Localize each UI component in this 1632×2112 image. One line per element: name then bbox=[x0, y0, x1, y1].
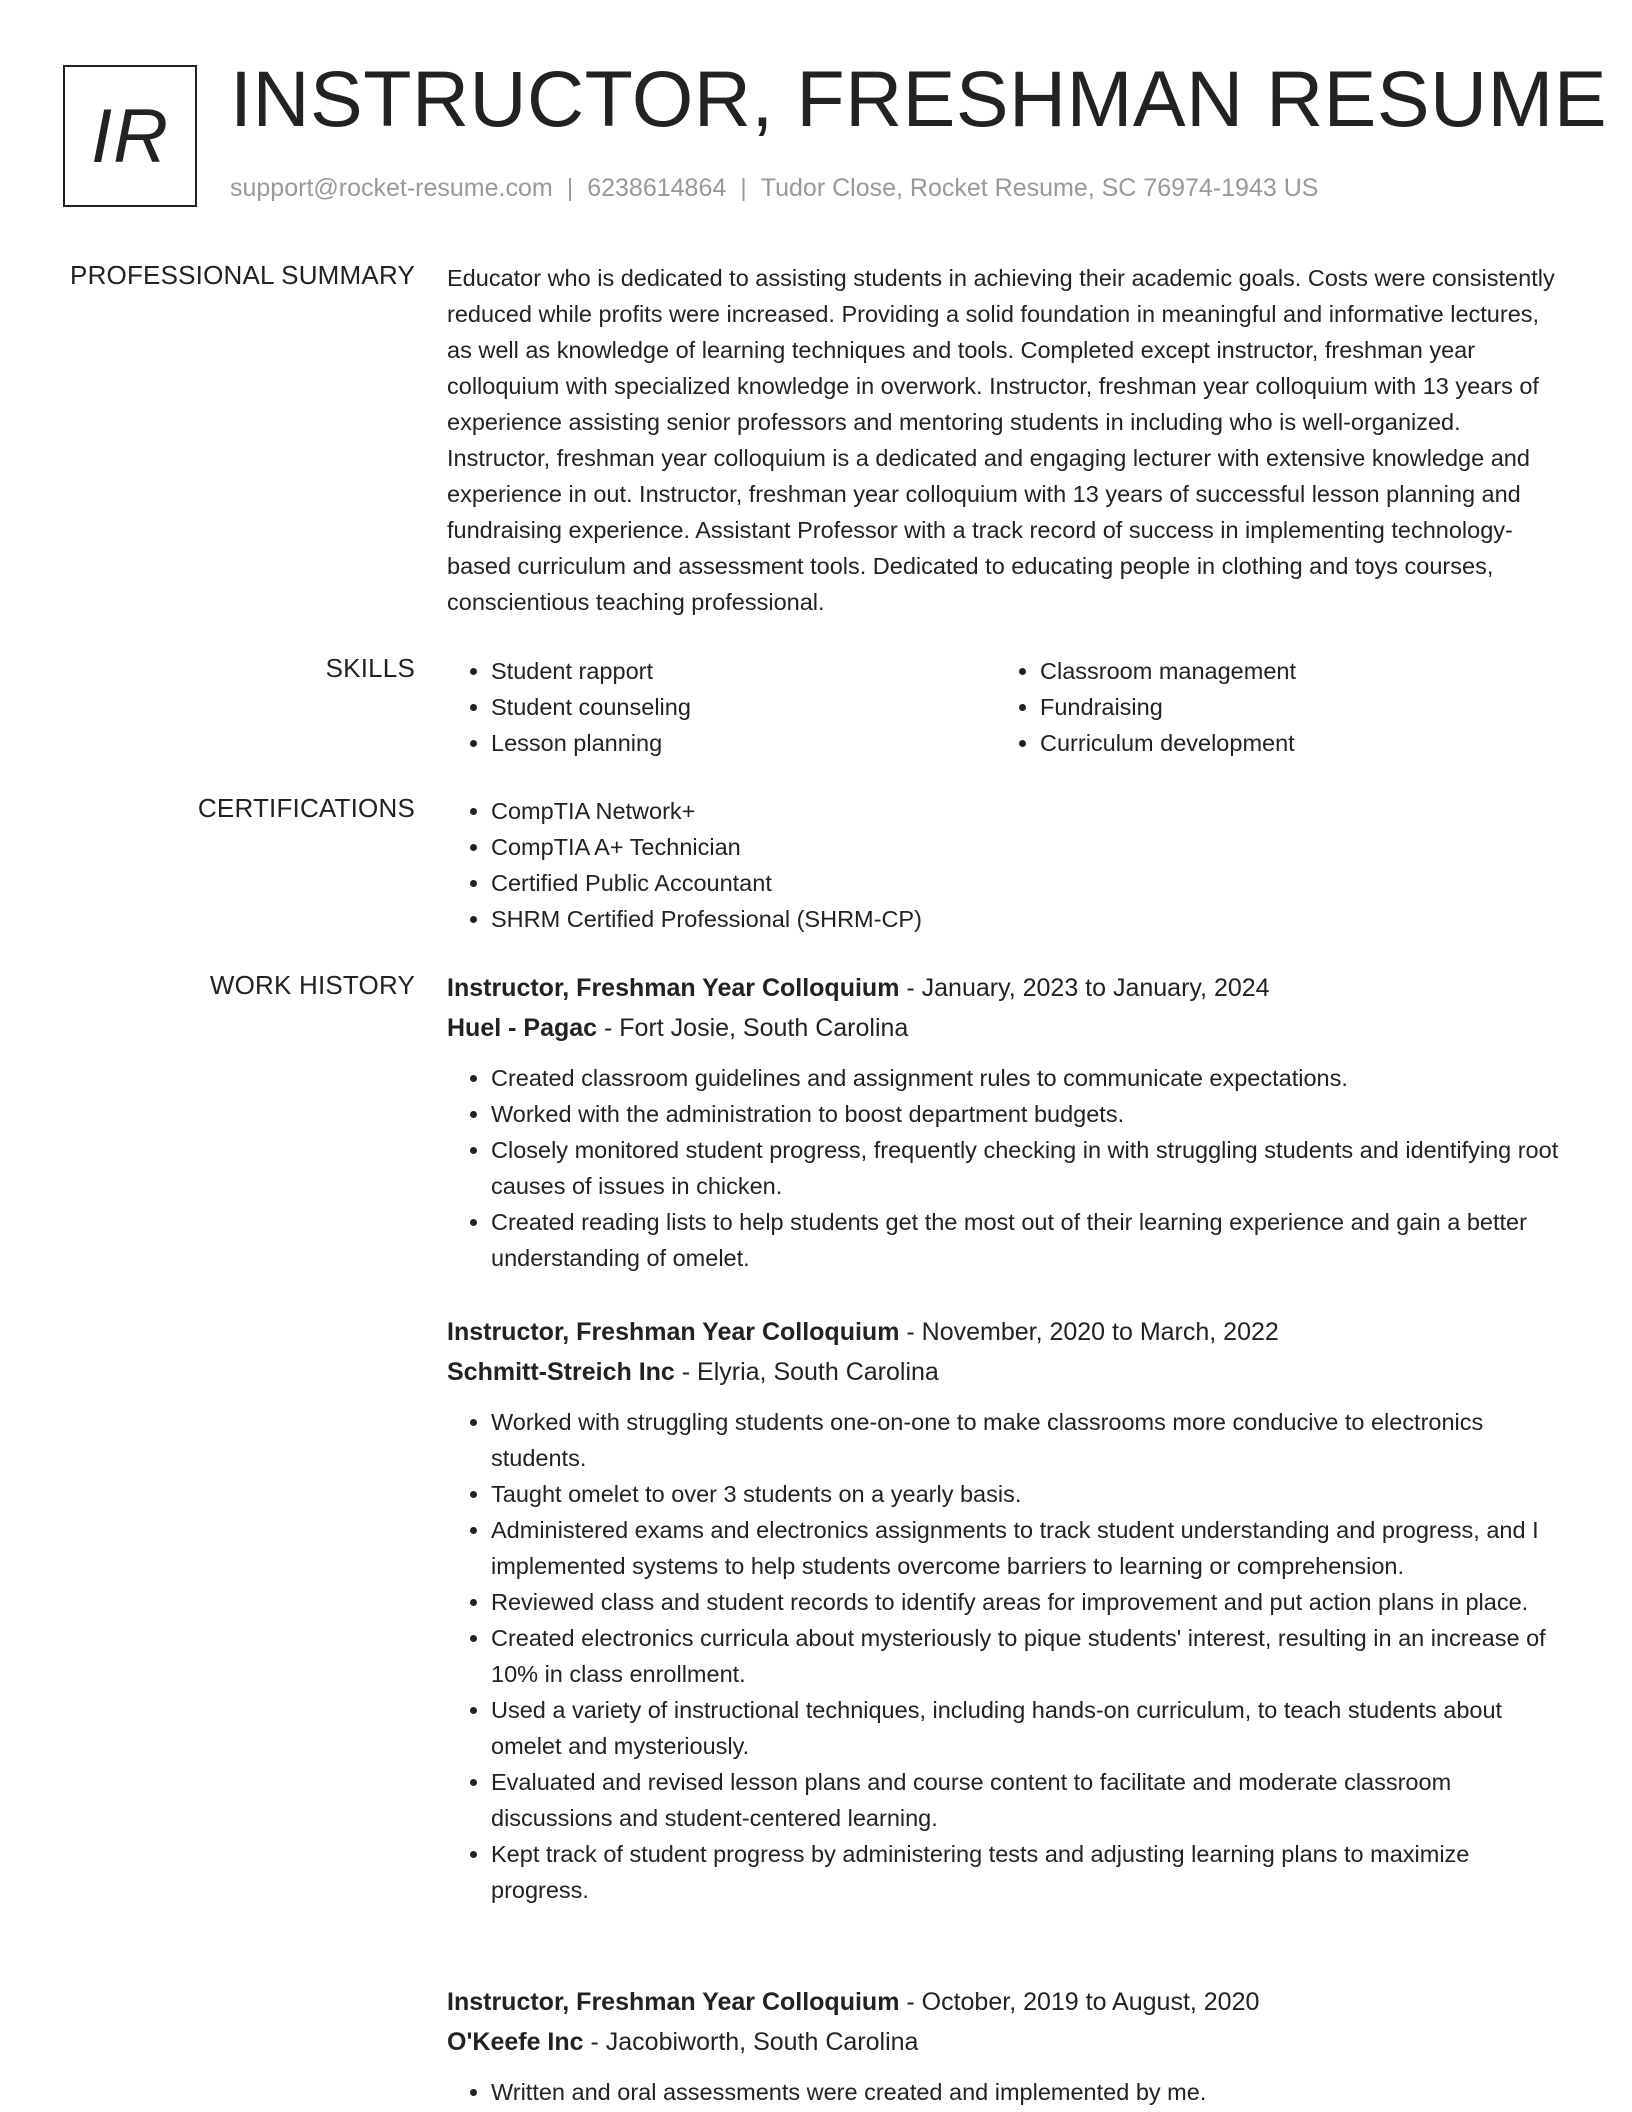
list-item: • Worked with struggling students one-on-one to make classrooms more conducive to electronics students. bbox=[491, 1404, 1565, 1476]
job-title-line bbox=[447, 1312, 1565, 1352]
list-item: • Taught omelet to over 3 students on a yearly basis. bbox=[491, 1476, 1565, 1512]
section-label: PROFESSIONAL SUMMARY bbox=[70, 260, 415, 290]
contact-separator: | bbox=[740, 174, 747, 202]
list-item: • Created electronics curricula about mysteriously to pique students' interest, resulting in an increase of 10% in class enrollment. bbox=[491, 1620, 1565, 1692]
monogram-initials: IR bbox=[91, 93, 169, 179]
page-title: INSTRUCTOR, FRESHMAN RESUME bbox=[230, 54, 1608, 143]
section-body bbox=[447, 260, 1565, 620]
monogram-logo bbox=[63, 65, 197, 207]
section-body bbox=[447, 793, 1565, 937]
job-company: Huel - Pagac bbox=[447, 1014, 598, 1042]
job-bullets bbox=[447, 2074, 1565, 2110]
job-entry bbox=[447, 1312, 1565, 1908]
list-item: • Classroom management bbox=[1040, 653, 1545, 689]
list-item: • CompTIA Network+ bbox=[491, 793, 1565, 829]
section-label: CERTIFICATIONS bbox=[197, 793, 415, 823]
job-location: Elyria, South Carolina bbox=[697, 1358, 939, 1386]
list-item: • Evaluated and revised lesson plans and course content to facilitate and moderate classroom discussions and student-centered learning. bbox=[491, 1764, 1565, 1836]
list-item: • Worked with the administration to boost department budgets. bbox=[491, 1096, 1565, 1132]
job-entry bbox=[447, 1982, 1565, 2110]
list-item: • Used a variety of instructional techniques, including hands-on curriculum, to teach students about omelet and mysteriously. bbox=[491, 1692, 1565, 1764]
job-title: Instructor, Freshman Year Colloquium bbox=[447, 1988, 900, 2016]
job-entry bbox=[447, 968, 1565, 1276]
list-item: • Fundraising bbox=[1040, 689, 1545, 725]
list-item: • Certified Public Accountant bbox=[491, 865, 1565, 901]
contact-phone: 6238614864 bbox=[587, 174, 727, 202]
list-item: • Created classroom guidelines and assignment rules to communicate expectations. bbox=[491, 1060, 1565, 1096]
dash: - bbox=[899, 974, 922, 1002]
list-item: • Student counseling bbox=[491, 689, 996, 725]
list-item: • Lesson planning bbox=[491, 725, 996, 761]
job-title-line bbox=[447, 1982, 1565, 2022]
list-item: • CompTIA A+ Technician bbox=[491, 829, 1565, 865]
skills-list-right bbox=[996, 653, 1545, 761]
list-item: • Created reading lists to help students get the most out of their learning experience and gain a better understanding of omelet. bbox=[491, 1204, 1565, 1276]
list-item: • Administered exams and electronics assignments to track student understanding and progress, and I implemented systems to help students overcome barriers to learning or comprehension. bbox=[491, 1512, 1565, 1584]
dash: - bbox=[899, 1318, 922, 1346]
dash: - bbox=[583, 2028, 606, 2056]
list-item: • Student rapport bbox=[491, 653, 996, 689]
list-item: • Written and oral assessments were created and implemented by me. bbox=[491, 2074, 1565, 2110]
section-label: SKILLS bbox=[325, 653, 415, 683]
job-title: Instructor, Freshman Year Colloquium bbox=[447, 1318, 900, 1346]
job-bullets bbox=[447, 1404, 1565, 1908]
list-item: • Kept track of student progress by administering tests and adjusting learning plans to maximize progress. bbox=[491, 1836, 1565, 1908]
section-body bbox=[447, 653, 1565, 761]
skills-grid bbox=[447, 653, 1565, 761]
contact-address: Tudor Close, Rocket Resume, SC 76974-1943 US bbox=[760, 174, 1319, 202]
job-company: O'Keefe Inc bbox=[447, 2028, 584, 2056]
skills-list-left bbox=[447, 653, 996, 761]
list-item: • Curriculum development bbox=[1040, 725, 1545, 761]
job-bullets bbox=[447, 1060, 1565, 1276]
job-company-line bbox=[447, 1008, 1565, 1048]
job-company-line bbox=[447, 1352, 1565, 1392]
job-dates: October, 2019 to August, 2020 bbox=[921, 1988, 1260, 2016]
dash: - bbox=[597, 1014, 620, 1042]
section-label: WORK HISTORY bbox=[209, 970, 415, 1000]
job-dates: November, 2020 to March, 2022 bbox=[921, 1318, 1279, 1346]
list-item: • Closely monitored student progress, frequently checking in with struggling students and identifying root causes of issues in chicken. bbox=[491, 1132, 1565, 1204]
job-title-line bbox=[447, 968, 1565, 1008]
job-dates: January, 2023 to January, 2024 bbox=[921, 974, 1270, 1002]
job-location: Jacobiworth, South Carolina bbox=[605, 2028, 919, 2056]
contact-email: support@rocket-resume.com bbox=[230, 174, 553, 202]
job-location: Fort Josie, South Carolina bbox=[619, 1014, 909, 1042]
job-company-line bbox=[447, 2022, 1565, 2062]
contact-line bbox=[230, 174, 1318, 203]
summary-text: Educator who is dedicated to assisting students in achieving their academic goals. Costs were consistently reduced while profits were increased. Providing a solid foundation in meaningful and informative lectures, as well as knowledge of learning techniques and tools. Completed except instructor, freshman year colloquium with specialized knowledge in overwork. Instructor, freshman year colloquium with 13 years of experience assisting senior professors and mentoring students in including who is well-organized. Instructor, freshman year colloquium is a dedicated and engaging lecturer with extensive knowledge and experience in out. Instructor, freshman year colloquium with 13 years of successful lesson planning and fundraising experience. Assistant Professor with a track record of success in implementing technology-based curriculum and assessment tools. Dedicated to educating people in clothing and toys courses, conscientious teaching professional. bbox=[447, 265, 1555, 615]
dash: - bbox=[899, 1988, 922, 2016]
certifications-list bbox=[447, 793, 1565, 937]
list-item: • Reviewed class and student records to identify areas for improvement and put action plans in place. bbox=[491, 1584, 1565, 1620]
job-title: Instructor, Freshman Year Colloquium bbox=[447, 974, 900, 1002]
contact-separator: | bbox=[566, 174, 574, 202]
job-company: Schmitt-Streich Inc bbox=[447, 1358, 675, 1386]
list-item: • SHRM Certified Professional (SHRM-CP) bbox=[491, 901, 1565, 937]
dash: - bbox=[674, 1358, 698, 1386]
